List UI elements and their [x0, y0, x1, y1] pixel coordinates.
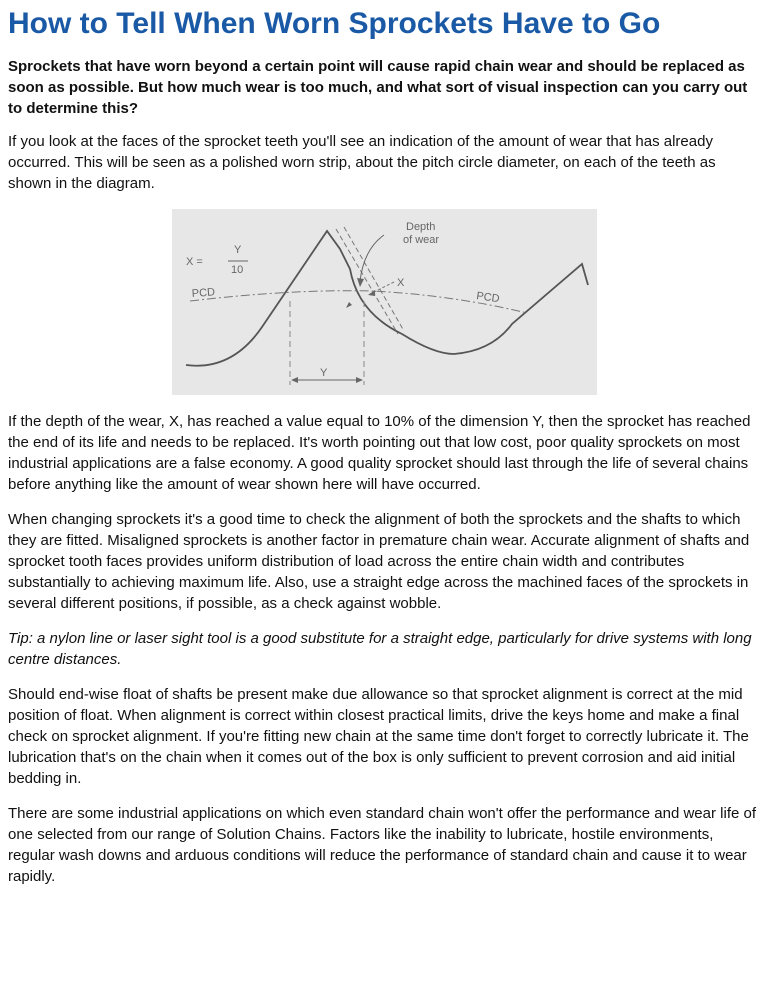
wear-line-outer — [336, 229, 398, 334]
paragraph-3: When changing sprockets it's a good time to check the alignment of both the sprockets and the shafts to which they are fitted. Misaligned sprockets is another factor in premature chain wear. Accurate alignment of shafts and sprocket tooth faces provides uniform distribution of load across the entire chain width and contributes substantially to achieving maximum life. Also, use a straight edge across the machined faces of the sprockets in several different positions, if possible, as a check against wobble. — [8, 511, 750, 612]
paragraph-6: There are some industrial applications on which even standard chain won't offer the performance and wear life of one selected from our range of Solution Chains. Factors like the inability to lubricate, hostile environments, regular wash downs and arduous conditions will reduce the performance of standard chain and cause it to wear rapidly. — [8, 805, 757, 885]
intro-paragraph: Sprockets that have worn beyond a certain point will cause rapid chain wear and should be replaced as soon as possible. But how much wear is too much, and what sort of visual inspection can you carry out to determine this? — [8, 58, 748, 117]
paragraph-1: If you look at the faces of the sprocket teeth you'll see an indication of the amount of wear that has already occurred. This will be seen as a polished worn strip, about the pitch circle diameter, on each of the teeth as shown in the diagram. — [8, 133, 716, 192]
formula-denominator: 10 — [231, 264, 244, 276]
formula-numerator: Y — [234, 244, 242, 256]
depth-label-line1: Depth — [406, 221, 436, 233]
pcd-label-left: PCD — [191, 286, 216, 300]
sprocket-wear-diagram — [172, 209, 597, 395]
y-arrow-right — [356, 377, 363, 383]
x-arrow-2 — [346, 302, 352, 308]
depth-label-line2: of wear — [403, 234, 440, 246]
pcd-label-right: PCD — [475, 290, 501, 306]
y-arrow-left — [291, 377, 298, 383]
depth-leader-arrow — [357, 278, 364, 287]
formula-lhs: X = — [186, 256, 203, 268]
depth-leader — [360, 235, 384, 281]
y-label: Y — [320, 367, 328, 379]
tooth-profile — [186, 231, 588, 366]
diagram-svg — [172, 209, 597, 395]
x-arrow-1 — [368, 290, 375, 296]
tip-paragraph: Tip: a nylon line or laser sight tool is a good substitute for a straight edge, particularly for drive systems with long centre distances. — [8, 630, 752, 668]
page-title: How to Tell When Worn Sprockets Have to Go — [8, 7, 661, 40]
paragraph-5: Should end-wise float of shafts be present make due allowance so that sprocket alignment is correct at the mid position of float. When alignment is correct within closest practical limits, drive the keys home and make a final check on sprocket alignment. If you're fitting new chain at the same time don't forget to correctly lubricate it. The lubrication that's on the chain when it comes out of the box is only sufficient to prevent corrosion and aid initial bedding in. — [8, 686, 749, 787]
paragraph-2: If the depth of the wear, X, has reached a value equal to 10% of the dimension Y, then the sprocket has reached the end of its life and needs to be replaced. It's worth pointing out that low cost, poor quality sprockets on most industrial applications are a false economy. A good quality sprocket should last through the life of several chains before anything like the amount of wear shown here will have occurred. — [8, 413, 751, 493]
x-label: X — [397, 277, 405, 289]
